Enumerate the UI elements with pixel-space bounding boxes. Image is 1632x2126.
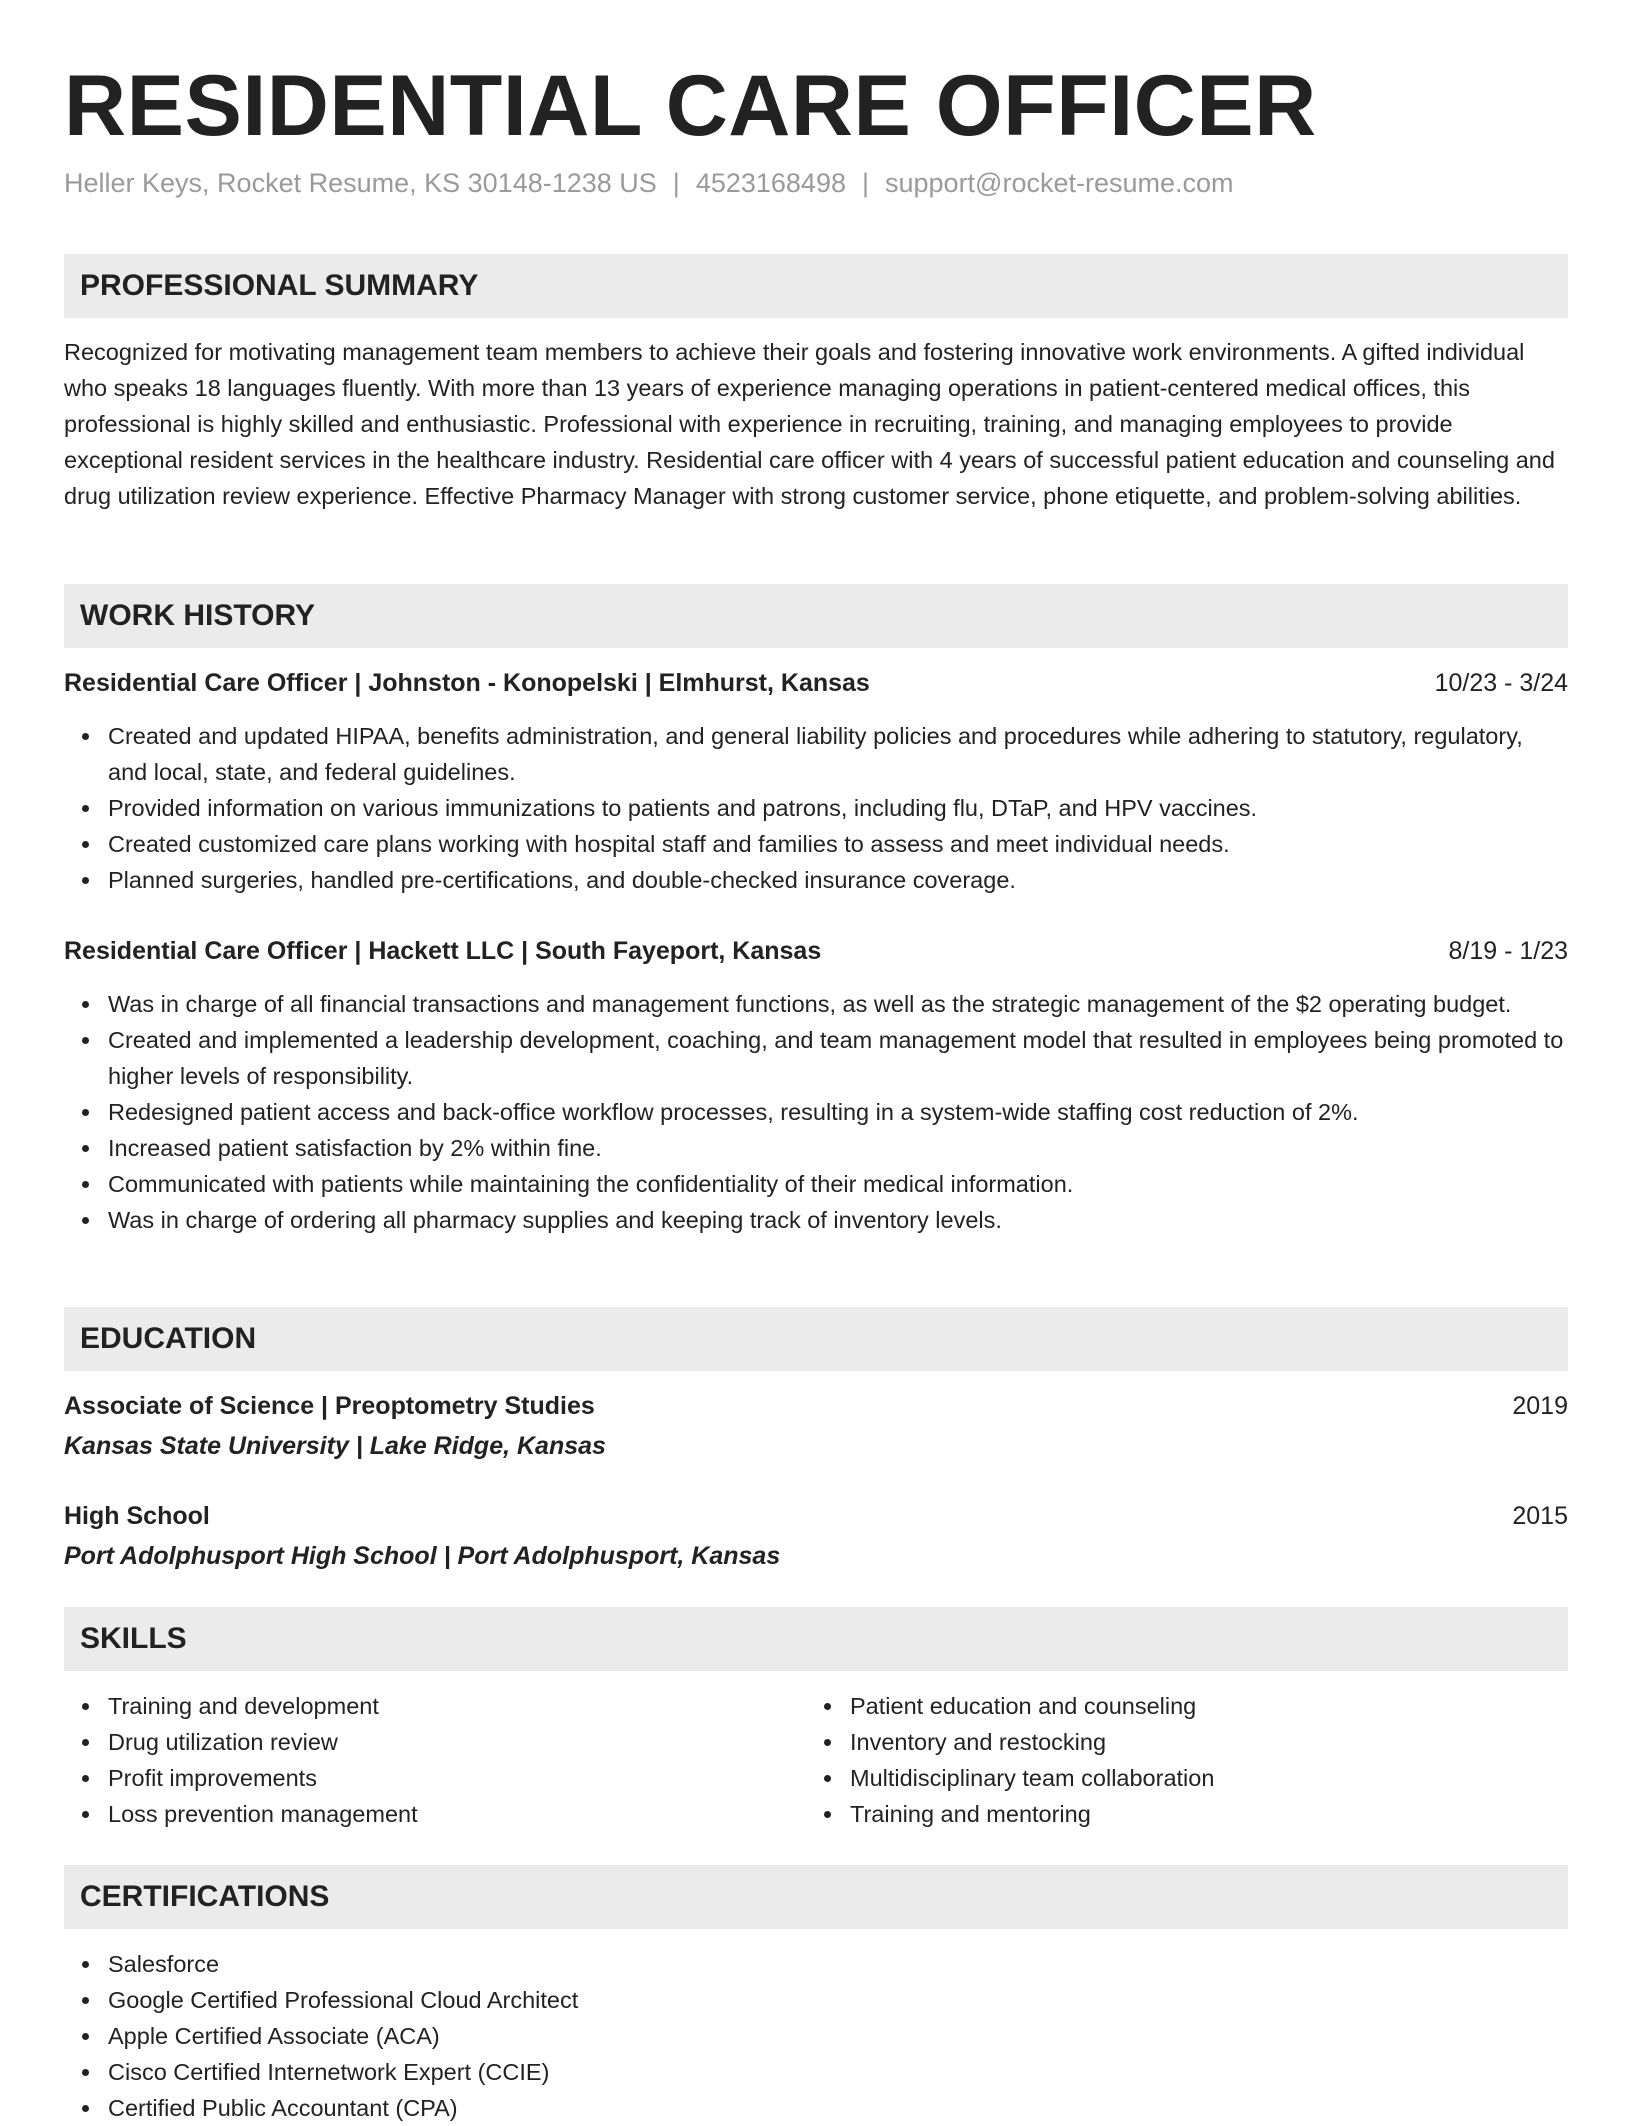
- skill-item: Loss prevention management: [108, 1796, 808, 1832]
- job-bullet: Created customized care plans working with hospital staff and families to assess and meet individual needs.: [108, 826, 1568, 862]
- job-bullet: Created and implemented a leadership development, coaching, and team management model that resulted in employees being promoted to higher levels of responsibility.: [108, 1022, 1568, 1094]
- job-bullet: Was in charge of all financial transactions and management functions, as well as the strategic management of the $2 operating budget.: [108, 986, 1568, 1022]
- education-year: 2015: [1512, 1502, 1568, 1530]
- contact-separator: |: [861, 168, 869, 198]
- education-heading: EDUCATION: [64, 1307, 1568, 1371]
- education-degree: Associate of Science | Preoptometry Studies: [64, 1392, 595, 1420]
- job-bullet: Planned surgeries, handled pre-certifications, and double-checked insurance coverage.: [108, 862, 1568, 898]
- job-bullet: Increased patient satisfaction by 2% within fine.: [108, 1130, 1568, 1166]
- skill-item: Multidisciplinary team collaboration: [850, 1760, 1550, 1796]
- job-header: [64, 933, 1568, 969]
- skills-list-right: [806, 1688, 1550, 1832]
- skill-item: Training and mentoring: [850, 1796, 1550, 1832]
- contact-address: Heller Keys, Rocket Resume, KS 30148-1238 US: [64, 168, 657, 198]
- certification-item: Salesforce: [108, 1946, 1568, 1982]
- skill-item: Profit improvements: [108, 1760, 808, 1796]
- contact-email: support@rocket-resume.com: [885, 168, 1234, 198]
- certification-item: Apple Certified Associate (ACA): [108, 2018, 1568, 2054]
- certification-item: Cisco Certified Internetwork Expert (CCIE): [108, 2054, 1568, 2090]
- job-bullet: Redesigned patient access and back-office workflow processes, resulting in a system-wide staffing cost reduction of 2%.: [108, 1094, 1568, 1130]
- skills-list-left: [64, 1688, 808, 1832]
- resume-name: RESIDENTIAL CARE OFFICER: [64, 58, 1317, 154]
- job-dates: 8/19 - 1/23: [1448, 937, 1568, 965]
- job-bullets: [64, 986, 1568, 1238]
- job-bullet: Created and updated HIPAA, benefits administration, and general liability policies and procedures while adhering to statutory, regulatory, and local, state, and federal guidelines.: [108, 718, 1568, 790]
- certifications-list: [64, 1946, 1568, 2126]
- job-bullet: Was in charge of ordering all pharmacy supplies and keeping track of inventory levels.: [108, 1202, 1568, 1238]
- contact-phone: 4523168498: [695, 168, 846, 198]
- education-school: Port Adolphusport High School | Port Adolphusport, Kansas: [64, 1542, 781, 1570]
- skill-item: Training and development: [108, 1688, 808, 1724]
- education-header: [64, 1498, 1568, 1534]
- skill-item: Inventory and restocking: [850, 1724, 1550, 1760]
- job-bullet: Provided information on various immunizations to patients and patrons, including flu, DTaP, and HPV vaccines.: [108, 790, 1568, 826]
- summary-text: Recognized for motivating management team members to achieve their goals and fostering innovative work environments. A gifted individual who speaks 18 languages fluently. With more than 13 years of experience managing operations in patient-centered medical offices, this professional is highly skilled and enthusiastic. Professional with experience in recruiting, training, and managing employees to provide exceptional resident services in the healthcare industry. Residential care officer with 4 years of successful patient education and counseling and drug utilization review experience. Effective Pharmacy Manager with strong customer service, phone etiquette, and problem-solving abilities.: [64, 339, 1555, 509]
- job-header: [64, 665, 1568, 701]
- certifications-heading: CERTIFICATIONS: [64, 1865, 1568, 1929]
- work-history-heading: WORK HISTORY: [64, 584, 1568, 648]
- job-bullet: Communicated with patients while maintaining the confidentiality of their medical information.: [108, 1166, 1568, 1202]
- education-degree: High School: [64, 1502, 210, 1530]
- job-title: Residential Care Officer | Johnston - Konopelski | Elmhurst, Kansas: [64, 669, 870, 697]
- education-school: Kansas State University | Lake Ridge, Kansas: [64, 1432, 606, 1460]
- certification-item: Certified Public Accountant (CPA): [108, 2090, 1568, 2126]
- skill-item: Patient education and counseling: [850, 1688, 1550, 1724]
- summary-heading: PROFESSIONAL SUMMARY: [64, 254, 1568, 318]
- job-title: Residential Care Officer | Hackett LLC | South Fayeport, Kansas: [64, 937, 822, 965]
- skill-item: Drug utilization review: [108, 1724, 808, 1760]
- job-dates: 10/23 - 3/24: [1434, 669, 1568, 697]
- education-header: [64, 1388, 1568, 1424]
- education-year: 2019: [1512, 1392, 1568, 1420]
- certification-item: Google Certified Professional Cloud Architect: [108, 1982, 1568, 2018]
- skills-heading: SKILLS: [64, 1607, 1568, 1671]
- contact-line: [64, 165, 1234, 201]
- job-bullets: [64, 718, 1568, 898]
- contact-separator: |: [672, 168, 680, 198]
